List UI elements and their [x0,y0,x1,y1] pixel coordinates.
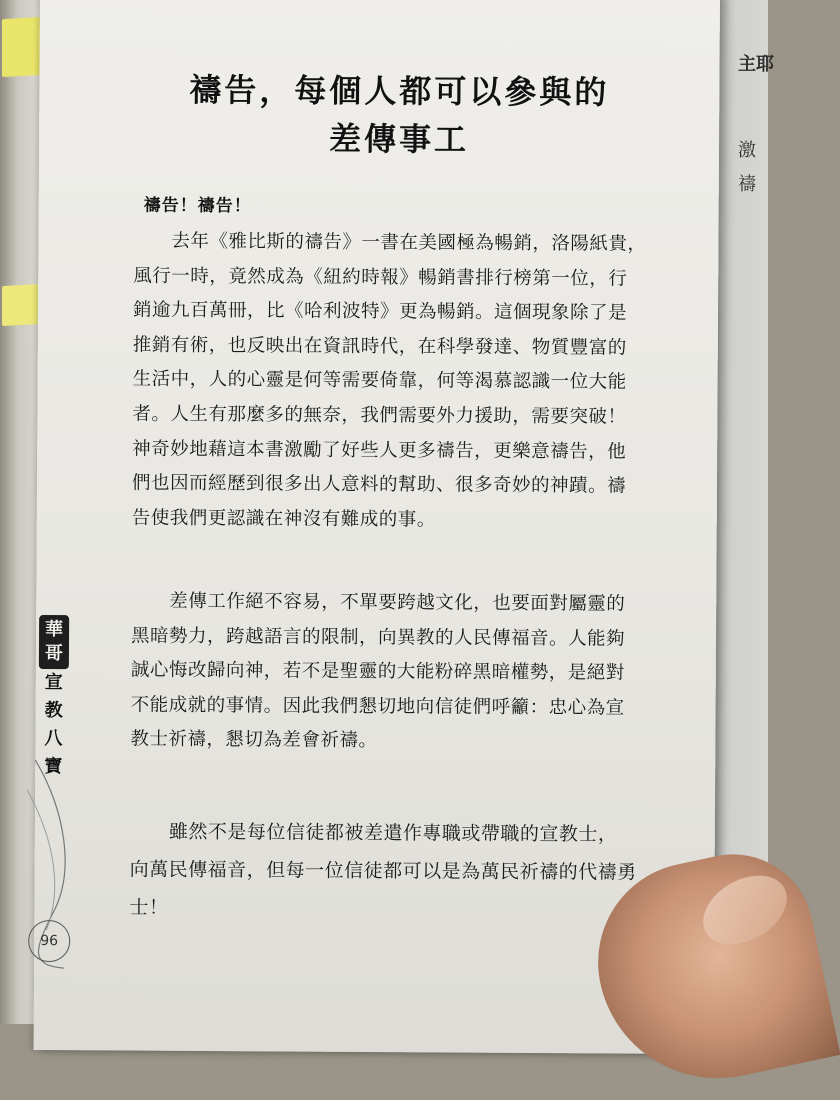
title-line-2: 差傳事工 [328,119,470,159]
text-line: 雖然不是每位信徒都被差遣作專職或帶職的宣教士， [129,820,618,846]
page-title [159,66,640,165]
next-page-heading: 主耶 [738,54,774,75]
text-line: 銷逾九百萬冊，比《哈利波特》更為暢銷。這個現象除了是 [132,299,628,324]
sticky-note-tab [2,284,42,326]
text-line: 者。人生有那麼多的無奈，我們需要外力援助，需要突破！ [132,403,627,428]
paragraph-2 [130,585,691,761]
text-line: 推銷有術，也反映出在資訊時代，在科學發達、物質豐富的 [132,334,627,359]
text-line: 向萬民傳福音，但每一位信徒都可以是為萬民祈禱的代禱勇 [129,858,637,884]
text-line: 告使我們更認識在神沒有難成的事。 [131,507,436,531]
book-page [34,0,720,1054]
text-line: 去年《雅比斯的禱告》一書在美國極為暢銷，洛陽紙貴， [133,230,647,255]
section-heading: 禱告！禱告！ [143,195,252,217]
title-char: 宣 [44,672,63,694]
text-line: 們也因而經歷到很多出人意料的幫助、很多奇妙的神蹟。禱 [131,472,627,497]
title-char: 教 [44,700,63,722]
text-line: 士！ [129,896,169,919]
text-line: 差傳工作絕不容易，不單要跨越文化，也要面對屬靈的 [131,590,626,615]
text-line: 不能成就的事情。因此我們懇切地向信徒們呼籲：忠心為宣 [130,694,625,719]
text-line: 教士祈禱，懇切為差會祈禱。 [130,728,378,752]
text-line: 誠心悔改歸向神，若不是聖靈的大能粉碎黑暗權勢，是絕對 [130,659,625,684]
text-line: 神奇妙地藉這本書激勵了好些人更多禱告，更樂意禱告，他 [132,438,627,463]
title-char: 寶 [44,756,63,778]
text-line: 黑暗勢力，跨越語言的限制，向異教的人民傳福音。人能夠 [130,625,626,650]
title-char: 八 [44,728,63,750]
page-number: 96 [28,920,70,962]
paragraph-3 [129,813,690,930]
text-line: 生活中，人的心靈是何等需要倚靠，何等渴慕認識一位大能 [132,368,627,393]
next-page-text-1: 激 [738,140,756,161]
next-page-text-2: 禱 [738,174,756,195]
text-line: 風行一時，竟然成為《紐約時報》暢銷書排行榜第一位，行 [133,265,628,290]
badge-char: 華 [45,619,64,641]
paragraph-1 [132,225,694,540]
sticky-note-tab [2,17,42,77]
title-line-1: 禱告，每個人都可以參與的 [189,70,610,112]
badge-char: 哥 [44,643,64,665]
book-badge [39,615,69,669]
